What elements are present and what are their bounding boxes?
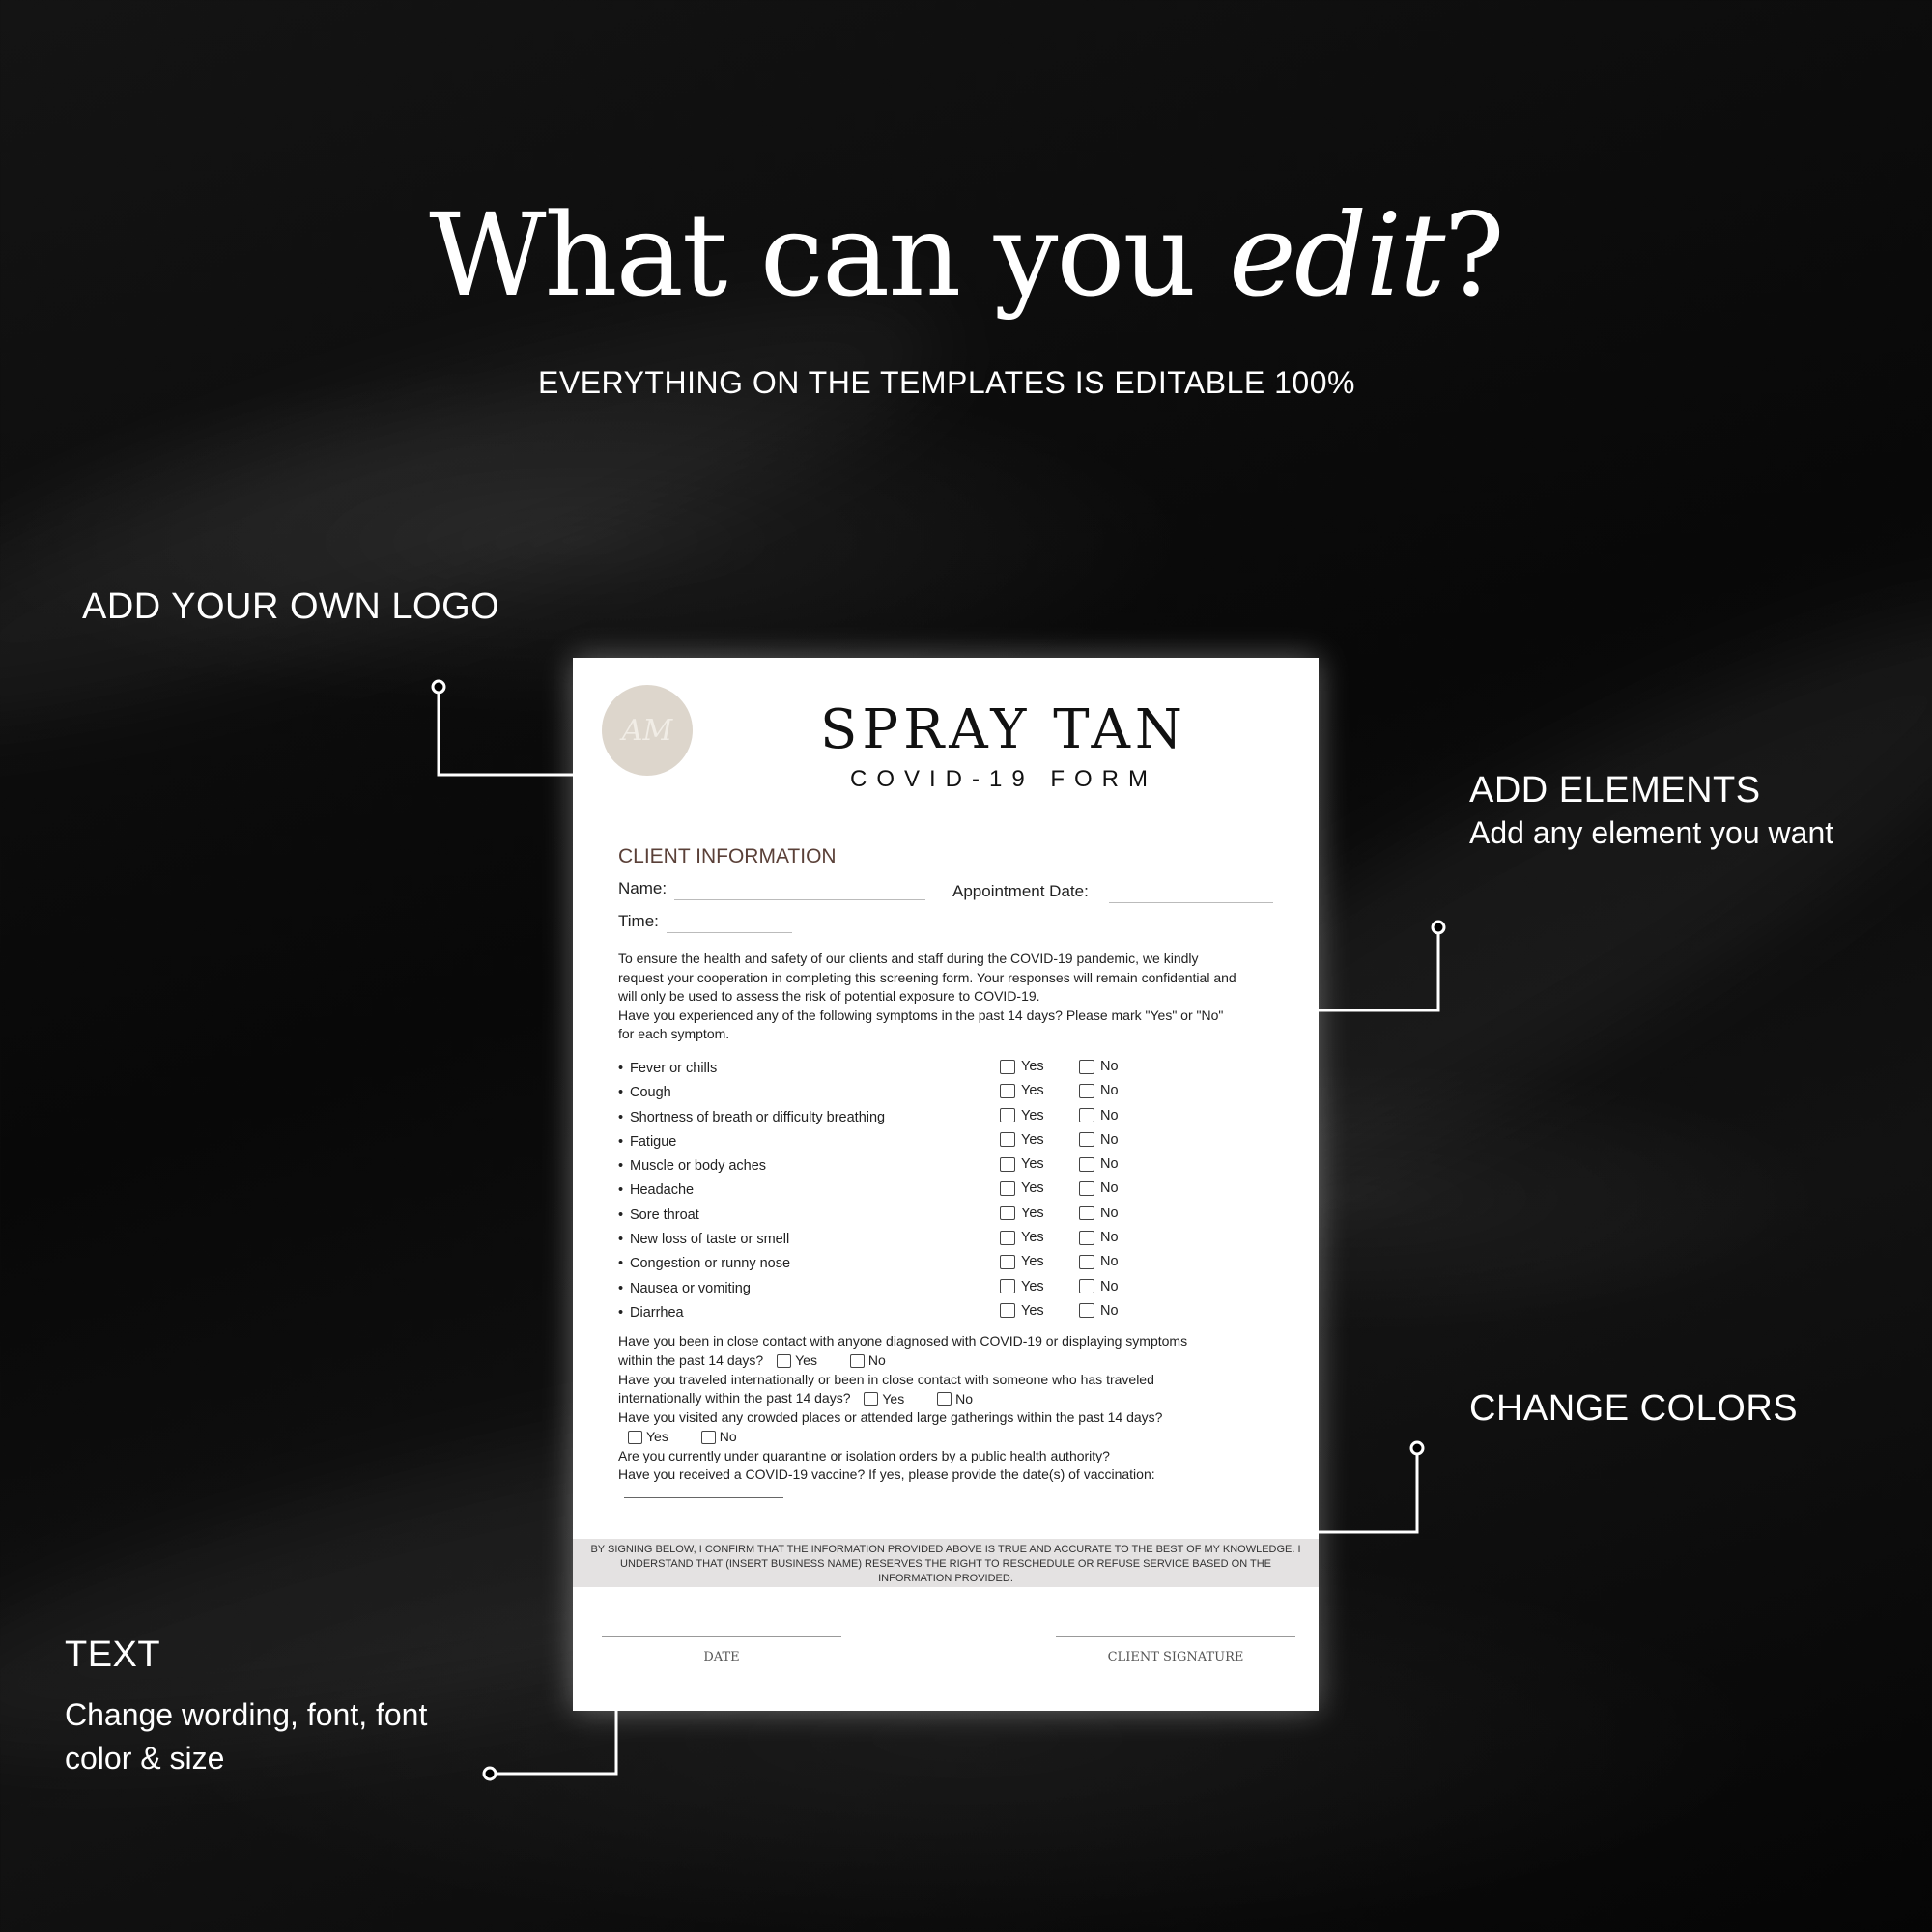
checkbox-yes[interactable] [1000, 1206, 1015, 1220]
form-title: SPRAY TAN [820, 698, 1187, 761]
yes-label: Yes [1021, 1156, 1044, 1173]
symptom-name: New loss of taste or smell [630, 1232, 790, 1248]
feature-text-desc-line2: color & size [65, 1740, 225, 1776]
checkbox-yes[interactable] [1000, 1231, 1015, 1245]
checkbox-no[interactable] [1079, 1206, 1094, 1220]
no-label: No [1100, 1083, 1119, 1099]
symptom-row [618, 1232, 1121, 1256]
bullet: • [618, 1232, 624, 1248]
symptom-row [618, 1205, 1121, 1232]
yes-option [1000, 1083, 1044, 1098]
checkbox-yes[interactable] [1000, 1181, 1015, 1196]
yes-label: Yes [1021, 1107, 1044, 1123]
yes-option [1000, 1279, 1044, 1294]
question-vaccine-text: Have you received a COVID-19 vaccine? If yes, please provide the date(s) of vaccination: [618, 1466, 1155, 1483]
no-label: No [867, 1352, 886, 1369]
section-title: CLIENT INFORMATION [618, 845, 837, 867]
checkbox-no[interactable] [1079, 1181, 1094, 1196]
feature-colors-title: CHANGE COLORS [1469, 1388, 1799, 1429]
question-contact [618, 1332, 1217, 1371]
checkbox-no[interactable] [1079, 1084, 1094, 1098]
appointment-label: Appointment Date: [952, 882, 1089, 900]
yes-option [1000, 1132, 1044, 1148]
symptom-row [618, 1256, 1121, 1280]
questions-block [618, 1332, 1217, 1503]
symptom-row [618, 1131, 1121, 1158]
symptom-row [618, 1061, 1121, 1085]
checkbox-yes[interactable] [1000, 1157, 1015, 1172]
yes-option [1000, 1206, 1044, 1221]
yes-label: Yes [1021, 1180, 1044, 1197]
no-option [1079, 1206, 1119, 1221]
bullet: • [618, 1207, 624, 1223]
logo-connector-line [439, 694, 573, 775]
intro-text [618, 950, 1236, 1044]
checkbox-yes[interactable] [1000, 1060, 1015, 1074]
bullet: • [618, 1109, 624, 1125]
vaccination-date-field[interactable] [624, 1486, 783, 1498]
yes-option [1000, 1303, 1044, 1319]
yes-label: Yes [1021, 1083, 1044, 1099]
no-label: No [1100, 1230, 1119, 1246]
no-label: No [1100, 1278, 1119, 1294]
no-label: No [955, 1390, 974, 1406]
checkbox-no[interactable] [1079, 1255, 1094, 1269]
feature-elements [1469, 770, 1833, 855]
no-label: No [1100, 1107, 1119, 1123]
page-subtitle: EVERYTHING ON THE TEMPLATES IS EDITABLE 100% [538, 365, 1355, 400]
feature-elements-desc: Add any element you want [1469, 815, 1834, 850]
colors-connector-line [1319, 1455, 1417, 1532]
logo-connector-dot [433, 681, 444, 693]
headline-end: ? [1443, 188, 1503, 322]
yes-label: Yes [1021, 1230, 1044, 1246]
bullet: • [618, 1304, 624, 1321]
no-label: No [1100, 1131, 1119, 1148]
yes-label: Yes [1021, 1131, 1044, 1148]
no-label: No [1100, 1205, 1119, 1221]
disclaimer-text: BY SIGNING BELOW, I CONFIRM THAT THE INFORMATION PROVIDED ABOVE IS TRUE AND ACCURATE TO THE BEST OF MY KNOWLEDGE. I UNDERSTAND THAT (INSERT BUSINESS NAME) RESERVES THE RIGHT TO RESCHEDULE OR REFUSE SERVICE BASED ON THE INFORMATION PROVIDED. [573, 1539, 1319, 1587]
time-field[interactable] [667, 932, 792, 933]
symptom-name: Muscle or body aches [630, 1158, 767, 1175]
form-subtitle: COVID-19 FORM [849, 766, 1157, 792]
feature-text [65, 1634, 427, 1780]
yes-label: Yes [1021, 1254, 1044, 1270]
symptom-name: Shortness of breath or difficulty breathing [630, 1109, 886, 1125]
no-label: No [1100, 1156, 1119, 1173]
yes-option [1000, 1059, 1044, 1074]
feature-colors [1469, 1388, 1798, 1430]
checkbox-no[interactable] [1079, 1279, 1094, 1293]
yes-label: Yes [1021, 1278, 1044, 1294]
symptom-row [618, 1182, 1121, 1207]
checkbox-no[interactable] [1079, 1157, 1094, 1172]
question-crowds [618, 1408, 1217, 1447]
time-label: Time: [618, 912, 659, 930]
bullet: • [618, 1182, 624, 1199]
no-label: No [1100, 1254, 1119, 1270]
no-option [1079, 1254, 1119, 1269]
checkbox-no[interactable] [850, 1354, 865, 1368]
logo-monogram: AM [621, 713, 673, 748]
symptom-name: Headache [630, 1182, 695, 1199]
date-label: DATE [703, 1650, 740, 1664]
no-option [1079, 1156, 1119, 1172]
question-vaccine [618, 1465, 1217, 1503]
question-travel [618, 1371, 1217, 1409]
no-option [1079, 1132, 1119, 1148]
bullet: • [618, 1133, 624, 1150]
symptom-name: Congestion or runny nose [630, 1256, 791, 1272]
no-label: No [1100, 1059, 1119, 1074]
checkbox-yes[interactable] [628, 1431, 642, 1444]
appointment-date-field[interactable] [1109, 902, 1273, 903]
no-label: No [1100, 1180, 1119, 1197]
checkbox-no[interactable] [937, 1392, 952, 1406]
feature-text-title: TEXT [65, 1634, 161, 1675]
no-label: No [719, 1429, 737, 1445]
symptom-row [618, 1302, 1121, 1329]
signature-label: CLIENT SIGNATURE [1107, 1650, 1244, 1664]
checkbox-no[interactable] [1079, 1132, 1094, 1147]
yes-option [1000, 1230, 1044, 1245]
question-travel-text: Have you traveled internationally or been in close contact with someone who has traveled internationally within the past 14 days? [618, 1371, 1154, 1406]
checkbox-no[interactable] [701, 1431, 716, 1444]
no-option [1079, 1108, 1119, 1123]
symptom-row [618, 1107, 1121, 1134]
checkbox-no[interactable] [1079, 1231, 1094, 1245]
symptom-list [618, 1061, 1121, 1329]
checkbox-yes[interactable] [1000, 1303, 1015, 1318]
bullet: • [618, 1158, 624, 1175]
bullet: • [618, 1256, 624, 1272]
checkbox-yes[interactable] [1000, 1255, 1015, 1269]
feature-elements-title: ADD ELEMENTS [1469, 770, 1761, 810]
no-option [1079, 1083, 1119, 1098]
question-quarantine: Are you currently under quarantine or isolation orders by a public health authority? [618, 1447, 1110, 1463]
yes-label: Yes [795, 1352, 817, 1369]
checkbox-no[interactable] [1079, 1060, 1094, 1074]
headline-main: What can you [429, 188, 1229, 322]
colors-connector-dot [1411, 1442, 1423, 1454]
symptom-name: Fever or chills [630, 1061, 718, 1076]
name-field[interactable] [674, 899, 925, 900]
yes-option [1000, 1254, 1044, 1269]
symptom-name: Cough [630, 1085, 671, 1101]
yes-label: Yes [1021, 1059, 1044, 1074]
checkbox-no[interactable] [1079, 1108, 1094, 1122]
feature-logo-title: ADD YOUR OWN LOGO [82, 586, 500, 627]
yes-label: Yes [646, 1429, 668, 1445]
checkbox-yes[interactable] [1000, 1108, 1015, 1122]
yes-label: Yes [1021, 1205, 1044, 1221]
checkbox-yes[interactable] [777, 1354, 791, 1368]
symptom-name: Nausea or vomiting [630, 1280, 751, 1296]
bullet: • [618, 1280, 624, 1296]
yes-label: Yes [1021, 1302, 1044, 1319]
bullet: • [618, 1061, 624, 1076]
checkbox-no[interactable] [1079, 1303, 1094, 1318]
symptom-row [618, 1278, 1121, 1305]
no-option [1079, 1059, 1119, 1074]
symptom-row [618, 1085, 1121, 1109]
question-contact-text: Have you been in close contact with anyone diagnosed with COVID-19 or displaying symptoms within the past 14 days? [618, 1333, 1188, 1368]
checkbox-yes[interactable] [1000, 1279, 1015, 1293]
no-option [1079, 1303, 1119, 1319]
no-option [1079, 1279, 1119, 1294]
no-label: No [1100, 1302, 1119, 1319]
symptom-name: Fatigue [630, 1133, 677, 1150]
intro-paragraph: To ensure the health and safety of our clients and staff during the COVID-19 pandemic, we kindly request your cooperation in completing this screening form. Your responses will remain confidential and will only be used to assess the risk of potential exposure to COVID-19. [618, 951, 1236, 1004]
name-label: Name: [618, 879, 668, 897]
date-line[interactable] [602, 1636, 841, 1637]
feature-text-desc-line1: Change wording, font, font [65, 1697, 428, 1732]
headline-accent: edit [1228, 188, 1444, 322]
yes-option [1000, 1180, 1044, 1196]
feature-logo [82, 586, 499, 628]
checkbox-yes[interactable] [1000, 1084, 1015, 1098]
spray-tan-form [573, 658, 1319, 1711]
symptom-name: Diarrhea [630, 1304, 684, 1321]
question-crowds-text: Have you visited any crowded places or attended large gatherings within the past 14 days? [618, 1409, 1163, 1426]
text-connector-dot [484, 1768, 496, 1779]
page-headline [0, 188, 1932, 322]
checkbox-yes[interactable] [864, 1392, 878, 1406]
text-connector-line [497, 1711, 616, 1774]
yes-option [1000, 1108, 1044, 1123]
checkbox-yes[interactable] [1000, 1132, 1015, 1147]
yes-label: Yes [882, 1390, 905, 1406]
no-option [1079, 1180, 1119, 1196]
symptom-name: Sore throat [630, 1207, 699, 1223]
yes-option [1000, 1156, 1044, 1172]
symptom-row [618, 1158, 1121, 1182]
symptoms-prompt: Have you experienced any of the following symptoms in the past 14 days? Please mark "Yes" or "No" for each symptom. [618, 1007, 1224, 1041]
bullet: • [618, 1085, 624, 1101]
signature-line[interactable] [1056, 1636, 1295, 1637]
no-option [1079, 1230, 1119, 1245]
